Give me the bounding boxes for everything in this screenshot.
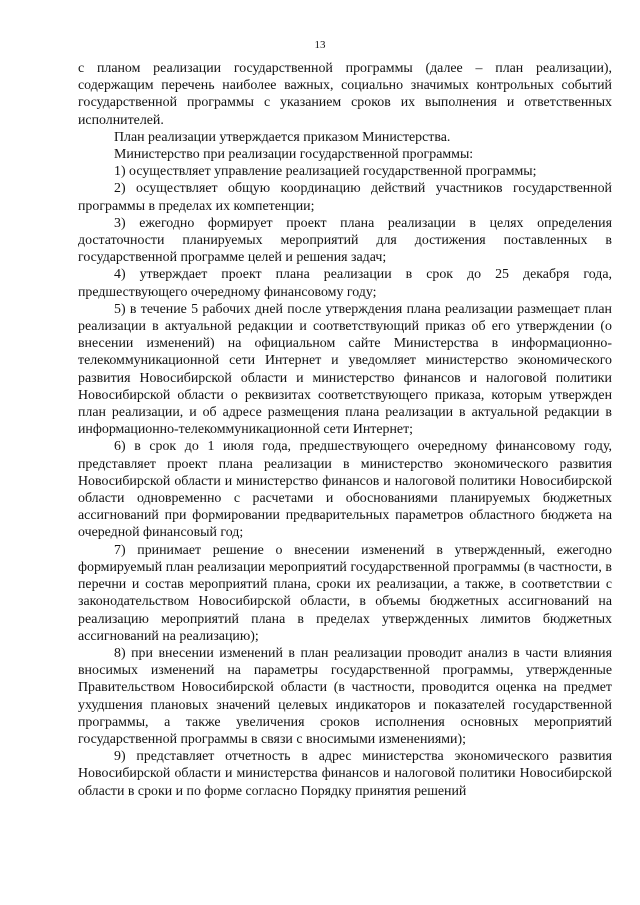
list-item-2: 2) осуществляет общую координацию действий участников государственной программы в пределах их компетенции; bbox=[78, 181, 612, 214]
list-item-6: 6) в срок до 1 июля года, предшествующего очередному финансовому году, представляет проект плана реализации в министерство экономического развития Новосибирской области и министерство финансов и налоговой политики Новосибирской области одновременно с расчетами и обоснованиями планируемых бюджетных ассигнований при формировании предварительных параметров областного бюджета на очередной финансовый год; bbox=[78, 439, 612, 541]
list-item-7: 7) принимает решение о внесении изменений в утвержденный, ежегодно формируемый план реализации мероприятий государственной программы (в частности, в перечни и состав мероприятий плана, сроки их реализации, а также, в соответствии с законодательством Новосибирской области, в объемы бюджетных ассигнований на реализацию мероприятий плана в пределах утвержденных лимитов бюджетных ассигнований на реализацию); bbox=[78, 542, 612, 644]
list-item-9: 9) представляет отчетность в адрес министерства экономического развития Новосибирской области и министерства финансов и налоговой политики Новосибирской области в сроки и по форме согласно Порядку принятия решений bbox=[78, 749, 612, 799]
paragraph-ministry-duties: Министерство при реализации государственной программы: bbox=[114, 147, 474, 163]
list-item-4: 4) утверждает проект плана реализации в срок до 25 декабря года, предшествующего очередному финансовому году; bbox=[78, 267, 612, 300]
paragraph-plan-approval: План реализации утверждается приказом Министерства. bbox=[114, 129, 451, 145]
page-number: 13 bbox=[314, 39, 326, 51]
list-item-8: 8) при внесении изменений в план реализации проводит анализ в части влияния вносимых изменений на параметры государственной программы, утвержденные Правительством Новосибирской области (в частности, проводится оценка на предмет ухудшения плановых значений целевых индикаторов и показателей государственной программы, а также увеличения сроков исполнения основных мероприятий государственной программы в связи с вносимыми изменениями); bbox=[78, 645, 612, 747]
list-item-3: 3) ежегодно формирует проект плана реализации в целях определения достаточности планируемых мероприятий для достижения поставленных в государственной программе целей и решения задач; bbox=[78, 215, 612, 266]
document-body bbox=[78, 60, 612, 800]
paragraph-intro: с планом реализации государственной программы (далее – план реализации), содержащим перечень наиболее важных, социально значимых контрольных событий государственной программы с указанием сроков их выполнения и ответственных исполнителей. bbox=[78, 61, 612, 128]
list-item-1: 1) осуществляет управление реализацией государственной программы; bbox=[114, 164, 537, 180]
list-item-5: 5) в течение 5 рабочих дней после утверждения плана реализации размещает план реализации в актуальной редакции и соответствующий приказ об его утверждении (о внесении изменений) на официальном сайте Министерства в информационно-телекоммуникационной сети Интернет и уведомляет министерство экономического развития Новосибирской области и министерство финансов и налоговой политики Новосибирской области о реквизитах соответствующего приказа, которым утвержден план реализации, и об адресе размещения плана реализации в актуальной редакции в информационно-телекоммуникационной сети Интернет; bbox=[78, 301, 612, 438]
